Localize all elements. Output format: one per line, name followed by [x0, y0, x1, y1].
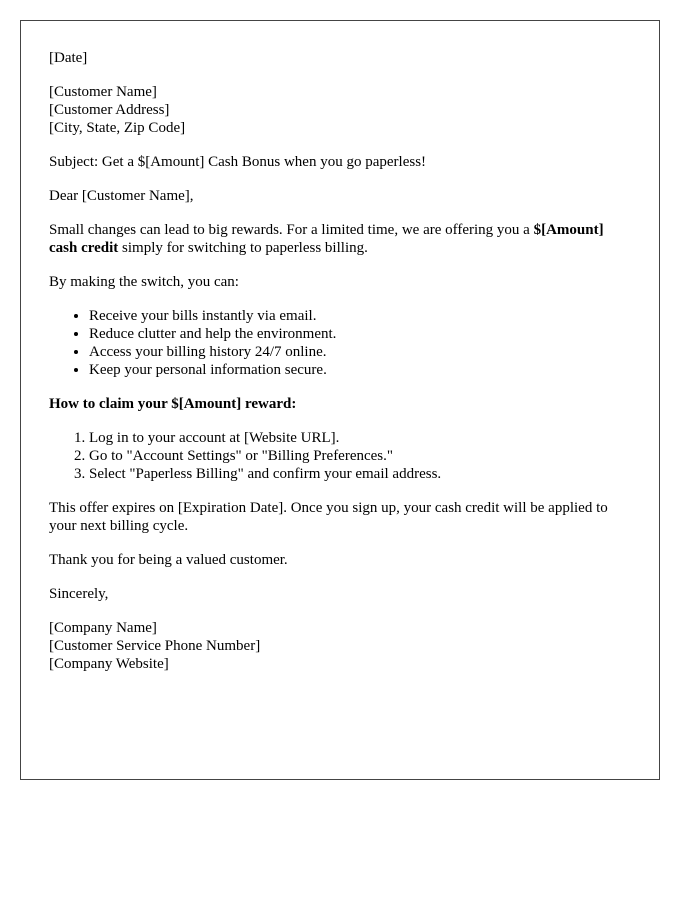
signature-phone: [Customer Service Phone Number] — [49, 638, 261, 654]
benefit-item: • Access your billing history 24/7 online. — [89, 343, 631, 361]
intro-bold-offer: $[Amount] cash credit — [49, 222, 604, 256]
letter-date: [Date] — [49, 50, 88, 66]
intro-text-after: simply for switching to paperless billing. — [118, 240, 368, 256]
claim-step: 2. Go to "Account Settings" or "Billing Preferences." — [89, 447, 631, 465]
benefits-list — [49, 307, 631, 379]
salutation: Dear [Customer Name], — [49, 188, 194, 204]
claim-step: 3. Select "Paperless Billing" and confirm your email address. — [89, 465, 631, 483]
benefit-item: • Receive your bills instantly via email. — [89, 307, 631, 325]
claim-step: 1. Log in to your account at [Website URL]. — [89, 429, 631, 447]
recipient-block — [49, 83, 631, 137]
thanks-paragraph: Thank you for being a valued customer. — [49, 552, 288, 568]
benefit-item: • Keep your personal information secure. — [89, 361, 631, 379]
claim-steps-list — [49, 429, 631, 483]
recipient-name: [Customer Name] — [49, 84, 157, 100]
expiry-paragraph: This offer expires on [Expiration Date]. Once you sign up, your cash credit will be applied to your next billing cycle. — [49, 500, 608, 534]
signature-block — [49, 619, 631, 673]
signature-website: [Company Website] — [49, 656, 169, 672]
benefits-intro: By making the switch, you can: — [49, 274, 239, 290]
recipient-city-state-zip: [City, State, Zip Code] — [49, 120, 186, 136]
benefit-item: • Reduce clutter and help the environment. — [89, 325, 631, 343]
intro-text-before: Small changes can lead to big rewards. For a limited time, we are offering you a — [49, 222, 534, 238]
signature-company: [Company Name] — [49, 620, 157, 636]
subject-line: Subject: Get a $[Amount] Cash Bonus when you go paperless! — [49, 154, 427, 170]
closing: Sincerely, — [49, 586, 109, 602]
claim-heading: How to claim your $[Amount] reward: — [49, 396, 297, 412]
recipient-address: [Customer Address] — [49, 102, 170, 118]
letter — [20, 20, 660, 780]
intro-paragraph — [49, 221, 631, 257]
